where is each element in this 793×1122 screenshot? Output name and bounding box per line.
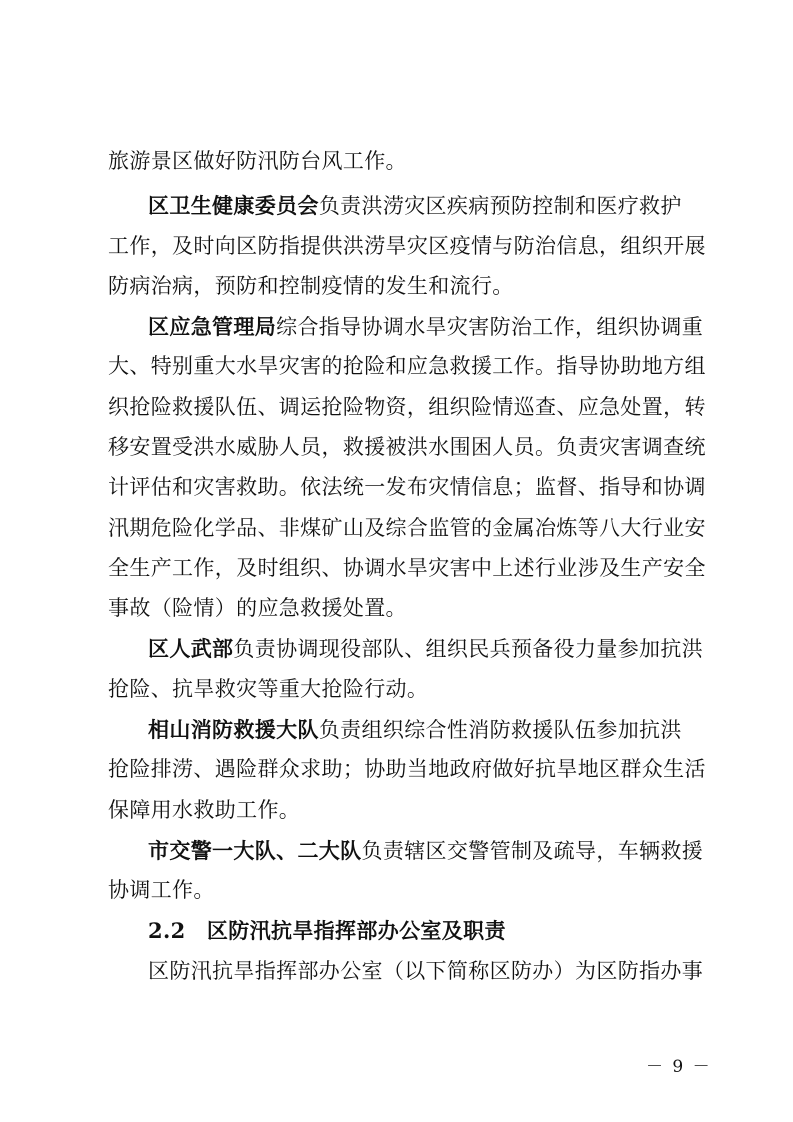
department-name: 区应急管理局 <box>148 314 277 339</box>
line-text: 汛期危险化学品、非煤矿山及综合监管的金属冶炼等八大行业安 <box>108 516 706 540</box>
body-line <box>108 558 706 579</box>
department-name: 相山消防救援大队 <box>148 717 319 742</box>
line-text: 负责协调现役部队、组织民兵预备役力量参加抗洪 <box>233 637 704 661</box>
line-text: 全生产工作，及时组织、协调水旱灾害中上述行业涉及生产安全 <box>108 556 706 580</box>
paragraph-start <box>148 961 703 982</box>
line-text: 防病治病，预防和控制疫情的发生和流行。 <box>108 274 514 298</box>
department-name: 区人武部 <box>148 636 234 661</box>
body-line <box>108 477 706 498</box>
paragraph-start <box>148 719 682 741</box>
line-text: 综合指导协调水旱灾害防治工作，组织协调重 <box>276 315 704 339</box>
line-text: 抢险、抗旱救灾等重大抢险行动。 <box>108 677 429 701</box>
paragraph-start <box>148 840 703 862</box>
line-text: 旅游景区做好防汛防台风工作。 <box>108 149 407 173</box>
section-heading-text: 2.2 区防汛抗旱指挥部办公室及职责 <box>148 918 506 943</box>
line-text: 移安置受洪水威胁人员，救援被洪水围困人员。负责灾害调查统 <box>108 435 706 459</box>
body-line <box>108 759 706 780</box>
body-line <box>108 356 706 377</box>
line-text: 负责辖区交警管制及疏导，车辆救援 <box>361 839 704 863</box>
line-text: 区防汛抗旱指挥部办公室（以下简称区防办）为区防指办事 <box>148 959 704 983</box>
page-number: － 9 － <box>646 1057 712 1077</box>
body-line <box>108 800 300 821</box>
line-text: 协调工作。 <box>108 878 215 902</box>
line-text: 计评估和灾害救助。依法统一发布灾情信息；监督、指导和协调 <box>108 475 706 499</box>
line-text: 大、特别重大水旱灾害的抢险和应急救援工作。指导协助地方组 <box>108 354 706 378</box>
body-line <box>108 437 706 458</box>
department-name: 市交警一大队、二大队 <box>148 838 362 863</box>
paragraph-start <box>148 195 682 217</box>
body-line <box>108 518 706 539</box>
line-text: 负责洪涝灾区疾病预防控制和医疗救护 <box>318 194 682 218</box>
line-text: 负责组织综合性消防救援队伍参加抗洪 <box>318 718 682 742</box>
line-text: 工作，及时向区防指提供洪涝旱灾区疫情与防治信息，组织开展 <box>108 234 706 258</box>
body-line <box>108 236 706 257</box>
line-text: 事故（险情）的应急救援处置。 <box>108 596 407 620</box>
section-heading <box>148 920 506 941</box>
body-line <box>108 151 407 172</box>
body-line <box>108 598 407 619</box>
department-name: 区卫生健康委员会 <box>148 193 319 218</box>
body-line <box>108 880 215 901</box>
line-text: 抢险排涝、遇险群众求助；协助当地政府做好抗旱地区群众生活 <box>108 757 706 781</box>
line-text: 保障用水救助工作。 <box>108 798 301 822</box>
paragraph-start <box>148 638 703 660</box>
paragraph-start <box>148 316 703 338</box>
line-text: 织抢险救援队伍、调运抢险物资，组织险情巡查、应急处置，转 <box>108 395 706 419</box>
body-line <box>108 397 706 418</box>
body-line <box>108 679 428 700</box>
body-line <box>108 276 514 297</box>
